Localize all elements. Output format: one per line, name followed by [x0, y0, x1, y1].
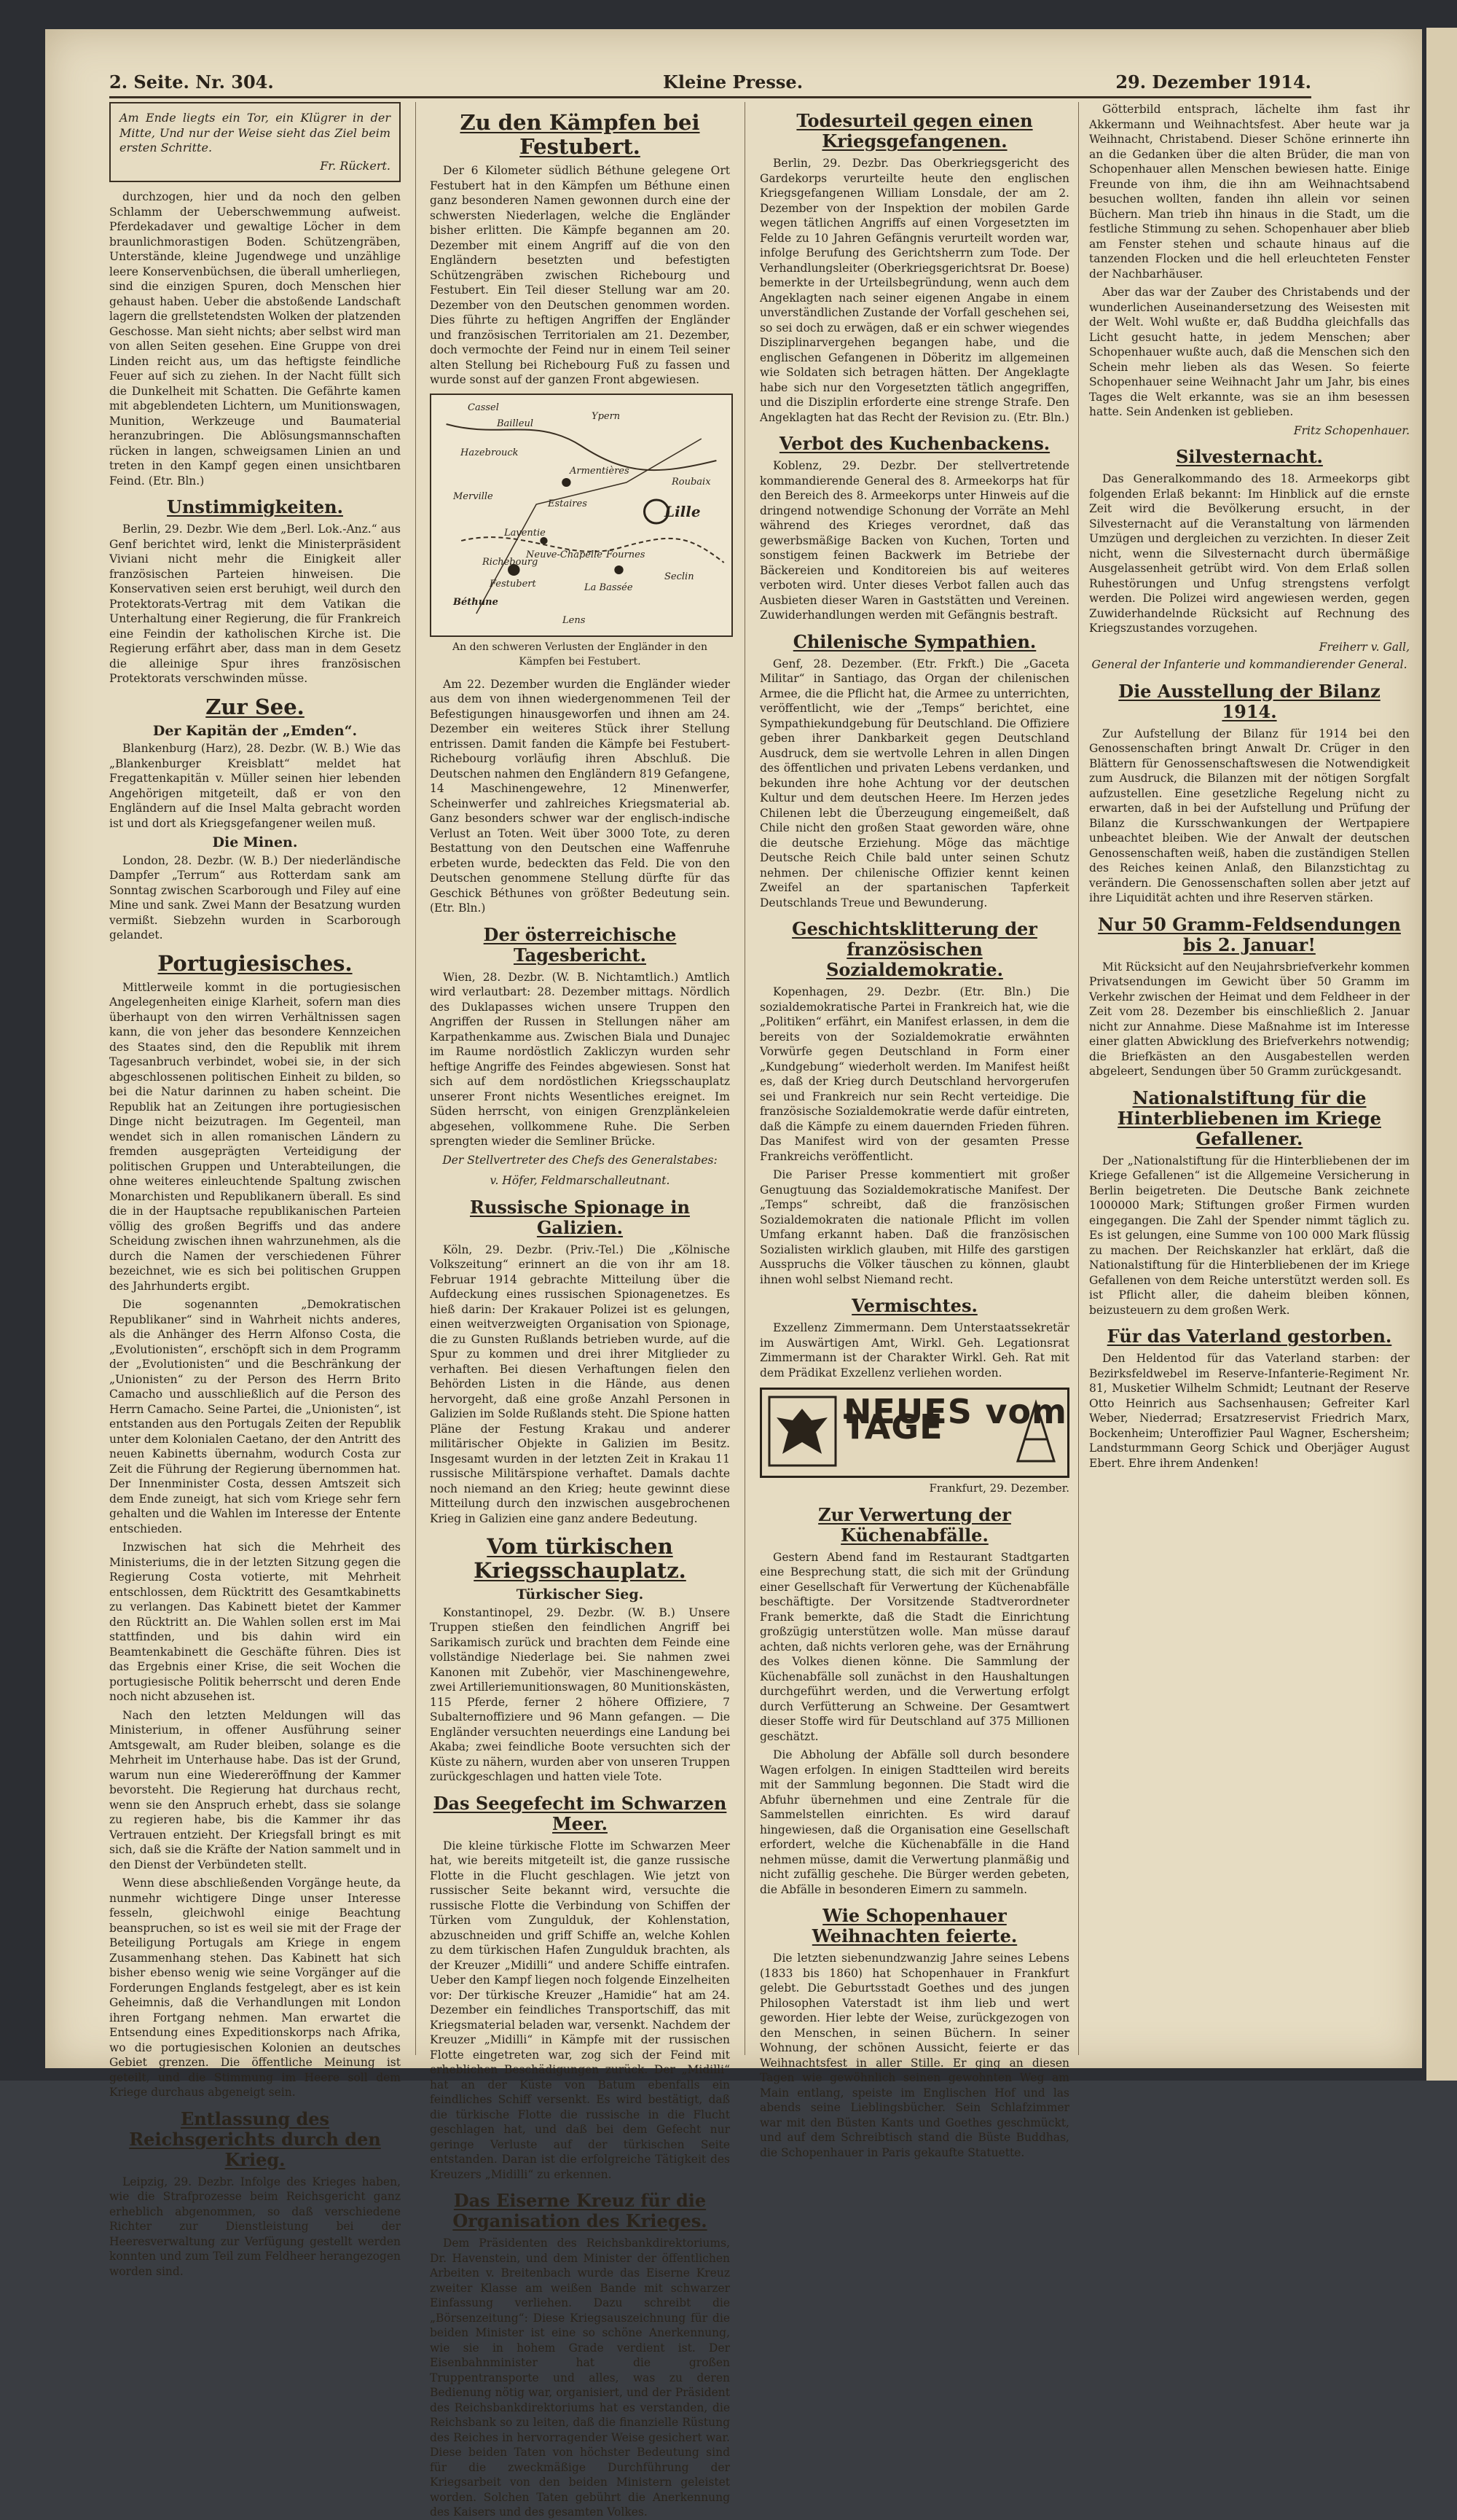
- map-label: Fournes: [606, 549, 645, 560]
- adjacent-page-edge: [1426, 28, 1457, 2081]
- map-label: Bailleul: [497, 418, 534, 429]
- map-label: Hazebrouck: [460, 447, 519, 458]
- headline: Nationalstiftung für die Hinterbliebenen im Kriege Gefallener.: [1118, 1087, 1381, 1149]
- map-label: Roubaix: [672, 476, 711, 488]
- headline: Unstimmigkeiten.: [167, 496, 343, 517]
- signature: Freiherr v. Gall,: [1319, 640, 1410, 654]
- article-paragraph: Dem Präsidenten des Reichsbankdirektoriums, Dr. Havenstein, und dem Minister der öffentlichen Arbeiten v. Breitenbach wurde das Eiserne Kreuz zweiter Klasse am weißen Bande mit schwarzer Einfassung verliehen. Dazu schreibt die „Börsenzeitung“: Diese Kriegsauszeichnung für die beiden Minister ist eine so schöne Anerkennung, wie sie in hohem Grade verdient ist. Der Eisenbahnminister hat die großen Truppentransporte und alles, was zu deren Bedienung nötig war, organisiert, und der Präsident des Reichsbankdirektoriums hat es verstanden, die Reichsbank so zu leiten, daß die finanzielle Rüstung des Reiches in hervorragender Weise gesichert war. Diese beiden Taten von höchster Bedeutung sind für die zweckmäßige Durchführung der Kriegsarbeit von den beiden Ministern geleistet worden. Solchen Taten gebührt die Anerkennung des Kaisers und des gesamten Volkes.: [430, 2237, 730, 2519]
- ornament-icon: [1010, 1396, 1061, 1467]
- headline: Wie Schopenhauer Weihnachten feierte.: [812, 1905, 1018, 1946]
- article-paragraph: Leipzig, 29. Dezbr. Infolge des Krieges haben, wie die Strafprozesse beim Reichsgericht ganz erheblich abgenommen, so daß verschiedene Richter zur Dienstleistung bei der Heeresverwaltung zur Verfügung gestellt werden konnten und zum Teil zum Feldheer herangezogen worden sind.: [109, 2175, 401, 2278]
- map-label: Cassel: [468, 402, 499, 413]
- headline: Zu den Kämpfen bei Festubert.: [460, 110, 700, 159]
- headline: Chilenische Sympathien.: [793, 630, 1037, 652]
- article-paragraph: Blankenburg (Harz), 28. Dezbr. (W. B.) Wie das „Blankenburger Kreisblatt“ meldet hat Fregattenkapitän v. Müller seinen hier lebenden Angehörigen mitgeteilt, daß er von den Engländern auf die Insel Malta gebracht worden ist und dort als Kriegsgefangener weilen muß.: [109, 742, 401, 830]
- article-paragraph: Gestern Abend fand im Restaurant Stadtgarten eine Besprechung statt, die sich mit der Gründung einer Gesellschaft für Verwertung der Küchenabfälle beschäftigte. Der Vorsitzende Stadtverordneter Frank bemerkte, daß die Stadt die Einrichtung großzügig unterstützen wolle. Man müsse darauf achten, daß nichts verloren gehe, was der Ernährung des Volkes dienen könne. Die Sammlung der Küchenabfälle soll zunächst in den Haushaltungen durchgeführt werden, und die Verwertung erfolgt durch Verfütterung an Schweine. Der Gesamtwert dieser Stoffe wird für Deutschland auf 375 Millionen geschätzt.: [760, 1550, 1069, 1743]
- city-marker: [614, 566, 623, 574]
- article-paragraph: London, 28. Dezbr. (W. B.) Der niederländische Dampfer „Terrum“ aus Rotterdam sank am Sonntag zwischen Scarborough und Filey auf eine Mine und sank. Zwei Mann der Besatzung wurden vermißt. Siebzehn wurden in Scarborough gelandet.: [109, 853, 401, 942]
- article-paragraph: Berlin, 29. Dezbr. Das Oberkriegsgericht des Gardekorps verurteilte heute den englischen Kriegsgefangenen William Lonsdale, der am 2. Dezember von der Inspektion der mobilen Garde wegen tätlichen Angriffs auf einen Vorgesetzten im Felde zu 10 Jahren Gefängnis verurteilt worden war, infolge Berufung des Gerichtsherrn zum Tode. Der Verhandlungsleiter (Oberkriegsgerichtsrat Dr. Boese) bemerkte in der Urteilsbegründung, wenn auch dem Angeklagten nach seiner eigenen Angabe in einem unverständlichen Zustande der Vorfall geschehen sei, so sei doch zu erwägen, daß er ein schwer wiegendes Disziplinarvergehen begangen habe, und die englischen Gefangenen in Döberitz im allgemeinen wie Soldaten sich betragen hätten. Der Angeklagte habe sich nur den Vorgesetzten tätlich angegriffen, und die Disziplin erforderte eine strenge Strafe. Den Angeklagten hat das Recht der Revision zu. (Etr. Bln.): [760, 157, 1069, 424]
- map-label: Armentières: [570, 465, 629, 477]
- column-separator: [415, 102, 416, 2055]
- article-paragraph: Mittlerweile kommt in die portugiesischen Angelegenheiten einige Klarheit, sofern man dies überhaupt von den wirren Verhältnissen sagen kann, die von jeher das besondere Kennzeichen des Staates sind, den die Republik mit ihrem Tagesanbruch verbindet, wobei sie, in der sich abgeschlossenen politischen Einheit zu bilden, so bei die Natur darinnen zu haben scheint. Die Republik hat an Zeitungen ihre portugiesischen Dinge nicht beizutragen. Im Gegenteil, man wendet sich in allen romanischen Ländern zu fremden ausgeprägten Verteidigung der politischen Gruppen und Unterabteilungen, die ohne weiteres einleuchtende Spaltung zwischen Monarchisten und Republikanern überall. Es sind die in der Hauptsache republikanischen Parteien völlig des großen Begriffs und das andere Scheidung zwischen ihnen wahrzunehmen, als die durch die Namen der verschiedenen Führer bezeichnet, wie es sich bei politischen Gruppen des Jahrhunderts ergibt.: [109, 980, 401, 1293]
- article-paragraph: Wien, 28. Dezbr. (W. B. Nichtamtlich.) Amtlich wird verlautbart: 28. Dezember mittags. Nördlich des Duklapasses wichen unsere Truppen den Angriffen der Russen in Stellungen näher am Karpathenkamme aus. Zwischen Biala und Dunajec im Raume nordöstlich Zakliczyn wurden sehr heftige Angriffe des Feindes abgewiesen. Sonst hat sich auf dem nordöstlichen Kriegsschauplatz unserer Front nichts Wesentliches ereignet. Im Süden herrscht, von einigen Grenzplänkeleien abgesehen, vollkommene Ruhe. Die Serben sprengten wieder die Semliner Brücke.: [430, 970, 730, 1148]
- article-paragraph: Der „Nationalstiftung für die Hinterbliebenen der im Kriege Gefallenen“ ist die Allgemeine Versicherung in Berlin beigetreten. Die Deutsche Bank zeichnete 1000000 Mark; Stiftungen großer Firmen wurden eingegangen. Die Zahl der Spender nimmt täglich zu. Es ist gelungen, eine Summe von 100 000 Mark flüssig zu machen. Der Reichskanzler hat erklärt, daß die Nationalstiftung für die Hinterbliebenen der im Kriege Gefallenen von dem Reiche unterstützt werden soll. Es ist Pflicht aller, die daheim bleiben können, beizusteuern zu dem großen Werk.: [1089, 1154, 1410, 1317]
- article-paragraph: Die kleine türkische Flotte im Schwarzen Meer hat, wie bereits mitgeteilt ist, die ganze russische Flotte in die Flucht geschlagen. Wie jetzt von russischer Seite bekannt wird, versuchte die russische Flotte die Verbindung von Schiffen der Türken vom Zungulduk, der Kohlenstation, abzuschneiden und griff Schiffe an, welche Kohlen zu dem türkischen Hafen Zungulduk brachten, als der Kreuzer „Midilli“ und andere Schiffe eintrafen. Ueber den Kampf liegen noch folgende Einzelheiten vor: Der türkische Kreuzer „Hamidie“ hat am 24. Dezember ein feindliches Transportschiff, das mit Kriegsmaterial beladen war, versenkt. Nachdem der Kreuzer „Midilli“ in Kämpfe mit der russischen Flotte eingetreten war, zog sich der Feind mit erheblichen Beschädigungen zurück. Der „Midilli“ hat an der Küste von Batum ebenfalls ein feindliches Schiff versenkt. Es wird bestätigt, daß die türkische Flotte die russische in die Flucht geschlagen hat, und daß bei dem Gefecht nur geringe Verluste auf der türkischen Seite entstanden. Daran ist die erfolgreiche Tätigkeit des Kreuzers „Midilli“ zu erkennen.: [430, 1839, 730, 2181]
- section-heading: Vom türkischen Kriegsschauplatz.: [474, 1534, 686, 1583]
- header-rule: [109, 96, 1311, 98]
- map-label: La Bassée: [584, 582, 633, 593]
- column-2: [430, 102, 730, 2519]
- map-label: Merville: [453, 490, 493, 502]
- article-paragraph: Berlin, 29. Dezbr. Wie dem „Berl. Lok.-Anz.“ aus Genf berichtet wird, lenkt die Ministerpräsident Viviani nicht mehr die Einigkeit aller französischen Parteien hinweisen. Die Konservativen seien erst beruhigt, weil durch den Protektorats-Vertrag mit dem Vatikan die Unterhaltung einer Regierung, die für Frankreich eine Feindin der katholischen Kirche ist. Die Regierung erfährt aber, dass man in dem Gesetz die alleinige Spur ihres französischen Protektorats verschwinden müsse.: [109, 523, 401, 685]
- article-paragraph: Zur Aufstellung der Bilanz für 1914 bei den Genossenschaften bringt Anwalt Dr. Crüger in den Blättern für Genossenschaftswesen die Notwendigkeit zum Ausdruck, die Bilanzen mit der nötigen Sorgfalt aufzustellen. Eine gesetzliche Regelung nicht zu erwarten, daß in bei der Aufstellung und Prüfung der Bilanz die Kursschwankungen der Wertpapiere unbeachtet bleiben. Wie der Anwalt der deutschen Genossenschaften weiß, haben die zuständigen Stellen des Reiches keinen Anlaß, den Bilanzstichtag zu verändern. Die Genossenschaften sollen aber jetzt auf ihre Liquidität achten und ihre Reserven stärken.: [1089, 727, 1410, 904]
- article-paragraph: Den Heldentod für das Vaterland starben: der Bezirksfeldwebel im Reserve-Infanterie-Regiment Nr. 81, Musketier Wilhelm Schmidt; Leutnant der Reserve Otto Heinrich aus Sachsenhausen; Gefreiter Karl Weber, Niederrad; Ersatzreservist Friedrich Marx, Bockenheim; Unteroffizier Paul Wagner, Eschersheim; Landsturmmann Georg Schick und Oberjäger August Ebert. Ehre ihrem Andenken!: [1089, 1352, 1410, 1470]
- headline: Das Eiserne Kreuz für die Organisation des Krieges.: [452, 2190, 707, 2231]
- motto-box: [109, 102, 401, 182]
- article-paragraph: Exzellenz Zimmermann. Dem Unterstaatssekretär im Auswärtigen Amt, Wirkl. Geh. Legationsrat Zimmermann ist der Charakter Wirkl. Geh. Rat mit dem Prädikat Exzellenz verliehen worden.: [760, 1321, 1069, 1380]
- article-paragraph: Wenn diese abschließenden Vorgänge heute, da nunmehr wichtigere Dinge unser Interesse fesseln, gleichwohl einige Beachtung beanspruchen, so ist es weil sie mit der Frage der Beteiligung Portugals am Kriege in engem Zusammenhang stehen. Das Kabinett hat sich bisher ebenso wenig wie seine Vorgänger auf die Forderungen Englands festgelegt, aber es ist kein Geheimnis, daß die Verhandlungen mit London ihren Fortgang nehmen. Man erwartet die Entsendung eines Expeditionskorps nach Afrika, wo die portugiesischen Kolonien an deutsches Gebiet grenzen. Die öffentliche Meinung ist geteilt, und die Stimmung im Heere soll dem Kriege durchaus abgeneigt sein.: [109, 1877, 401, 2099]
- article-paragraph: Die Pariser Presse kommentiert mit großer Genugtuung das Sozialdemokratische Manifest. Der „Temps“ schreibt, daß die französischen Sozialdemokraten die nationale Pflicht im vollen Umfang erkannt haben. Daß die französischen Sozialisten wirklich glauben, mit Hilfe des garstigen Ausspruchs die Völker täuschen zu können, glaubt ihnen wohl selbst Niemand recht.: [760, 1168, 1069, 1286]
- article-paragraph: Die sogenannten „Demokratischen Republikaner“ sind in Wahrheit nichts anderes, als die Anhänger des Herrn Alfonso Costa, die „Evolutionisten“, erschöpft sich in dem Programm der „Evolutionisten“ und die Beschränkung der „Unionisten“ zu der Person des Herrn Brito Camacho und ausschließlich auf die Person des Herrn Camacho. Seine Partei, die „Unionisten“, ist entstanden aus den Portugals Zeiten der Republik unter dem Kolonialen Caetano, der den Antritt des neuen Kabinetts übernahm, wodurch Costa zur Zeit die Führung der Regierung übernommen hat. Der Innenminister Costa, dessen Amtszeit sich dem Ende zuneigt, hat sich vom Kriege sehr fern gehalten und die Wahlen im Interesse der Entente entschieden.: [109, 1298, 401, 1535]
- headline: Geschichtsklitterung der französischen Sozialdemokratie.: [792, 918, 1037, 980]
- section-heading: Zur See.: [205, 694, 305, 719]
- map-caption: An den schweren Verlusten der Engländer in den Kämpfen bei Festubert.: [452, 641, 707, 668]
- neues-vom-tage-banner: [760, 1388, 1069, 1478]
- column-3: [760, 102, 1069, 2159]
- article-paragraph: Koblenz, 29. Dezbr. Der stellvertretende kommandierende General des 8. Armeekorps hat für den Bereich des 8. Armeekorps unter Hinweis auf die dringend notwendige Schonung der Vorräte an Mehl während des Krieges verordnet, daß das gewerbsmäßige Backen von Kuchen, Torten und sonstigem feinen Backwerk im Betriebe der Bäckereien und Konditoreien bis auf weiteres verboten wird. Unter dieses Verbot fallen auch das Ausbieten dieser Waren in Gaststätten und Vereinen. Zuwiderhandlungen werden mit Gefängnis bestraft.: [760, 459, 1069, 622]
- headline: Vermischtes.: [852, 1295, 978, 1316]
- article-paragraph: Aber das war der Zauber des Christabends und der wunderlichen Auseinandersetzung des Weisesten mit der Welt. Wohl wußte er, daß Buddha gleichfalls das Licht gesucht hatte, in jedem Menschen; aber Schopenhauer wußte auch, daß die Menschen sich den Schein mehr lieben als das Wesen. So feierte Schopenhauer seine Weihnacht Jahr um Jahr, bis eines Tages die Welt erkannte, was sie an ihm besessen hatte. Sein Andenken ist geblieben.: [1089, 286, 1410, 418]
- map-label: Seclin: [664, 571, 694, 582]
- headline: Der österreichische Tagesbericht.: [483, 923, 677, 966]
- article-paragraph: Das Generalkommando des 18. Armeekorps gibt folgenden Erlaß bekannt: Im Hinblick auf die ernste Zeit wird die Bevölkerung ersucht, in der Silvesternacht auf die Veranstaltung von lärmenden Umzügen und dergleichen zu verzichten. In dieser Zeit nicht, wenn die Silvesternacht durch übermäßige Ausgelassenheit getrübt wird. Von dem Erlaß sollen Ruhestörungen und Unfug strengstens verfolgt werden. Die Polizei wird angewiesen werden, gegen Zuwiderhandelnde Rücksicht auf Rechnung des Kriegszustandes vorzugehen.: [1089, 472, 1410, 635]
- headline: Verbot des Kuchenbackens.: [779, 433, 1050, 454]
- headline: Der Kapitän der „Emden“.: [152, 722, 358, 739]
- article-paragraph: Mit Rücksicht auf den Neujahrsbriefverkehr kommen Privatsendungen im Gewicht über 50 Gramm im Verkehr zwischen der Heimat und dem Feldheer in der Zeit vom 28. Dezember bis einschließlich 2. Januar nicht zur Annahme. Diese Maßnahme ist im Interesse einer glatten Abwicklung des Briefverkehrs notwendig; die Briefkästen an den Ausgabestellen werden abgeleert, Sendungen über 50 Gramm zurückgesandt.: [1089, 960, 1410, 1078]
- article-paragraph: Genf, 28. Dezember. (Etr. Frkft.) Die „Gaceta Militar“ in Santiago, das Organ der chilenischen Armee, die die Pflicht hat, die Armee zu unterrichten, veröffentlicht, wie der „Temps“ berichtet, eine Sympathiekundgebung für Deutschland. Die Offiziere geben ihrer Dankbarkeit gegen Deutschland Ausdruck, dem sie wertvolle Lehren in allen Dingen des öffentlichen und privaten Lebens verdanken, und bekunden ihre hohe Achtung vor der deutschen Kultur und dem deutschen Heere. Im Herzen jedes Chilenen lebt die Überzeugung eingemeißelt, daß Chile nicht den großen Staat geworden wäre, ohne die deutsche Erziehung. Möge das mächtige Deutsche Reich Chile bald unter seinen Schutz nehmen. Der chilenische Offizier kennt keinen Zweifel an der spartanischen Tapferkeit Deutschlands Treue und Bewunderung.: [760, 657, 1069, 909]
- map-label: Estaires: [548, 498, 587, 509]
- signature: Der Stellvertreter des Chefs des Generalstabes:: [442, 1153, 718, 1167]
- page-header: [109, 71, 1311, 93]
- headline: Zur Verwertung der Küchenabfälle.: [818, 1503, 1011, 1546]
- signature: Fritz Schopenhauer.: [1293, 423, 1410, 437]
- map-label: Ypern: [592, 410, 621, 422]
- headline: Todesurteil gegen einen Kriegsgefangenen.: [796, 110, 1033, 152]
- map-label: Laventie: [504, 527, 546, 539]
- header-date: 29. Dezember 1914.: [1115, 71, 1311, 93]
- article-paragraph: Nach den letzten Meldungen will das Ministerium, in offener Ausführung seiner Amtsgewalt, am Ruder bleiben, solange es die Mehrheit im Unterhause habe. Das ist der Grund, warum nun eine Wiedereröffnung der Kammer bevorsteht. Die Regierung hat durchaus recht, wenn sie den Anspruch erhebt, dass sie solange zu regieren habe, bis die Kammer ihr das Vertrauen entzieht. Der Kriegsfall bringt es mit sich, daß sie die Kräfte der Nation sammelt und in den Dienst der Verbündeten stellt.: [109, 1708, 401, 1871]
- header-page-number: 2. Seite. Nr. 304.: [109, 71, 274, 93]
- eagle-icon: [768, 1396, 837, 1467]
- article-paragraph: Götterbild entsprach, lächelte ihm fast ihr Akkermann und Weihnachtsfest. Aber heute war ja Weihnacht, Christabend. Dieser Schöne erinnerte ihn an die Gedanken über die alten Brüder, die man von Schopenhauer allen Menschen bewiesen hatte. Einige Freunde von ihm, die ihn am Weihnachtsabend besuchen wollten, fanden ihn allein vor seinen Büchern. Man trieb ihn hinaus in die Stadt, um die festliche Stimmung zu sehen. Schopenhauer aber blieb am Fenster stehen und schaute hinaus auf die tanzenden Flocken und die hell erleuchteten Fenster der Nachbarhäuser.: [1089, 103, 1410, 281]
- map-label: Lens: [562, 614, 586, 626]
- motto-author: Fr. Rückert.: [320, 158, 390, 173]
- headline: Die Minen.: [212, 834, 298, 850]
- map-label: Béthune: [453, 596, 498, 608]
- article-paragraph: Die Abholung der Abfälle soll durch besondere Wagen erfolgen. In einigen Stadtteilen wird bereits mit der Sammlung begonnen. Die Stadt wird die Abfuhr übernehmen und eine Zentrale für die Sammelstellen einrichten. Es wird darauf hingewiesen, daß die Organisation eine Gesellschaft erfordert, welche die Küchenabfälle in die Hand nehmen müsse, damit die Verwertung planmäßig und nicht zufällig geschehe. Die Bürger werden gebeten, die Abfälle in besonderen Eimern zu sammeln.: [760, 1748, 1069, 1896]
- article-paragraph: Kopenhagen, 29. Dezbr. (Etr. Bln.) Die sozialdemokratische Partei in Frankreich hat, wie die „Politiken“ erfährt, ein Manifest erlassen, in dem die bereits von der Sozialdemokratie erwähnten Vorwürfe gegen Deutschland in Form einer „Kundgebung“ wiederholt werden. Im Manifest heißt es, daß der Krieg durch Deutschland hervorgerufen sei und Frankreich nur sein Recht verteidige. Die französische Sozialdemokratie werde dafür eintreten, daß die Kämpfe zu einem dauernden Frieden führen. Das Manifest wird von der gesamten Presse Frankreichs veröffentlicht.: [760, 985, 1069, 1163]
- signature: v. Höfer, Feldmarschalleutnant.: [490, 1174, 670, 1187]
- battle-map: [430, 394, 733, 637]
- city-marker: [562, 478, 570, 487]
- article-paragraph: Die letzten siebenundzwanzig Jahre seines Lebens (1833 bis 1860) hat Schopenhauer in Frankfurt gelebt. Die Geburtsstadt Goethes und des jungen Philosophen Vaterstadt ist ihm lieb und wert geworden. Hier lebte der Weise, zurückgezogen von den Menschen, in seinen Büchern. In seiner Wohnung, der schönen Aussicht, feierte er das Weihnachtsfest in aller Stille. Er ging an diesen Tagen wie gewöhnlich seinen gewohnten Weg am Main entlang, speiste im Englischen Hof und las abends seine Lieblingsbücher. Sein Schlafzimmer war mit den Büsten Kants und Goethes geschmückt, und auf dem Schreibtisch stand die Büste Buddhas, die Schopenhauer in Paris gekaufte Statuette.: [760, 1952, 1069, 2159]
- article-paragraph: Der 6 Kilometer südlich Béthune gelegene Ort Festubert hat in den Kämpfen um Béthune einen ganz besonderen Namen gewonnen durch eine der schwersten Niederlagen, welche die Engländer bisher erlitten. Die Kämpfe begannen am 20. Dezember mit einem Angriff auf die von den Engländern besetzten und befestigten Schützengräben zwischen Richebourg und Festubert. Ein Teil dieser Stellung war am 20. Dezember von den Deutschen genommen worden. Dies führte zu heftigen Angriffen der Engländer und französischen Territorialen am 21. Dezember, doch vermochte der Feind nur in einem Teil seiner alten Stellung bei Richebourg Fuß zu fassen und wurde sonst auf der ganzen Front abgewiesen.: [430, 164, 730, 386]
- article-paragraph: Inzwischen hat sich die Mehrheit des Ministeriums, die in der letzten Sitzung gegen die Regierung Costa votierte, mit Mehrheit entschlossen, dem Rücktritt des Gesamtkabinetts zu verlangen. Das Kabinett bietet der Kammer den Rücktritt an. Die Wahlen sollen erst im Mai stattfinden, und bis dahin wird ein Beamtenkabinett die Geschäfte führen. Dies ist das Ergebnis einer Krise, die seit Wochen die portugiesische Politik beherrscht und deren Ende noch nicht abzusehen ist.: [109, 1541, 401, 1703]
- article-paragraph: durchzogen, hier und da noch den gelben Schlamm der Ueberschwemmung aufweist. Pferdekadaver und gewaltige Löcher in dem braunlichmorastigen Boden. Schützengräben, Unterstände, kleine Jugendwege und unzählige leere Konservenbüchsen, die überall umherliegen, sind die einzigen Spuren, doch Menschen hier gehaust haben. Ueber die abstoßende Landschaft lagern die grellstetendsten Wolken der platzenden Geschosse. Man sieht nichts; aber selbst wird man von allen Seiten gesehen. Eine Gruppe von drei Linden reicht aus, um das heftigste feindliche Feuer auf sich zu ziehen. In der Nacht füllt sich die Dunkelheit mit Schatten. Die Gefährte kamen mit abgeblendeten Lichtern, um Munitionswagen, Munition, Werkzeuge und Baumaterial heranzubringen. Die Ablösungsmannschaften rücken in langen, schweigsamen Linien an und treten in den Kampf gegen einen unsichtbaren Feind. (Etr. Bln.): [109, 190, 401, 488]
- article-paragraph: Köln, 29. Dezbr. (Priv.-Tel.) Die „Kölnische Volkszeitung“ erinnert an die von ihr am 18. Februar 1914 gebrachte Mitteilung über die Aufdeckung eines russischen Spionagenetzes. Es hieß darin: Der Krakauer Polizei ist es gelungen, einen weitverzweigten Organisation von Spionage, die zu Gunsten Rußlands betrieben wurde, auf die Spur zu kommen und drei ihrer Mitglieder zu verhaften. Bei diesen Verhaftungen fielen den Behörden Listen in die Hände, aus denen hervorgeht, daß eine große Anzahl Personen in Galizien im Solde Rußlands steht. Die Spione hatten Pläne der Festung Krakau und anderer militärischer Objekte in Galizien im Besitz. Insgesamt wurden in der letzten Zeit in Krakau 11 russische Militärspione verhaftet. Damals dachte noch niemand an den Krieg; heute gewinnt diese Mitteilung durch den inzwischen ausgebrochenen Krieg in Galizien eine ganz andere Bedeutung.: [430, 1243, 730, 1525]
- headline: Für das Vaterland gestorben.: [1107, 1326, 1392, 1347]
- headline: Silvesternacht.: [1176, 446, 1323, 467]
- headline: Nur 50 Gramm-Feldsendungen bis 2. Januar!: [1098, 913, 1401, 955]
- headline: Das Seegefecht im Schwarzen Meer.: [433, 1792, 727, 1834]
- motto-text: Am Ende liegts ein Tor, ein Klügrer in der Mitte, Und nur der Weise sieht das Ziel beim ersten Schritte.: [119, 111, 390, 154]
- column-separator: [1078, 102, 1079, 2055]
- map-label: Lille: [664, 502, 701, 520]
- article-paragraph: Am 22. Dezember wurden die Engländer wieder aus dem von ihnen wiedergenommenen Teil der Befestigungen hinausgeworfen und ihnen am 24. Dezember ein weiteres Stück ihrer Stellung entrissen. Damit fanden die Kämpfe bei Festubert-Richebourg vorläufig ihren Abschluß. Die Deutschen nahmen den Engländern 819 Gefangene, 14 Maschinengewehre, 12 Minenwerfer, Scheinwerfer und zahlreiches Kriegsmaterial ab. Ganz besonders schwer war der englisch-indische Verlust an Toten. Weit über 3000 Tote, zu deren Bestattung von den Deutschen eine Waffenruhe erbeten wurde, bedeckten das Feld. Die von den Deutschen genommene Stellung dürfte für das Geschick Béthunes von größter Bedeutung sein. (Etr. Bln.): [430, 677, 730, 915]
- map-label: Richebourg: [482, 556, 538, 568]
- map-label: Festubert: [490, 578, 536, 590]
- headline: Die Ausstellung der Bilanz 1914.: [1118, 680, 1381, 722]
- signature: General der Infanterie und kommandierender General.: [1091, 658, 1407, 671]
- column-1: [109, 102, 401, 2278]
- headline: Entlassung des Reichsgerichts durch den Krieg.: [129, 2108, 381, 2170]
- headline: Türkischer Sieg.: [516, 1586, 644, 1603]
- article-paragraph: Konstantinopel, 29. Dezbr. (W. B.) Unsere Truppen stießen den feindlichen Angriff bei Sarikamisch zurück und brachten dem Feinde eine vollständige Niederlage bei. Sie nahmen zwei Kanonen mit Zubehör, vier Maschinengewehre, zwei Artilleriemunitionswagen, 80 Munitionskästen, 115 Pferde, ferner 2 höhere Offiziere, 7 Subalternoffiziere und 96 Mann gefangen. — Die Engländer versuchten neuerdings eine Landung bei Akaba; zwei feindliche Boote versuchten sich der Küste zu nähern, wurden aber von unseren Truppen zurückgeschlagen und hatten viele Tote.: [430, 1605, 730, 1783]
- header-masthead: Kleine Presse.: [663, 71, 804, 93]
- headline: Russische Spionage in Galizien.: [470, 1196, 690, 1238]
- neues-vom-tage-title: NEUES vom TAGE: [844, 1392, 1067, 1447]
- headline: Portugiesisches.: [157, 950, 353, 976]
- column-4: [1089, 102, 1410, 2055]
- map-label: Neuve-Chapelle: [526, 549, 602, 560]
- dateline: Frankfurt, 29. Dezember.: [929, 1482, 1069, 1495]
